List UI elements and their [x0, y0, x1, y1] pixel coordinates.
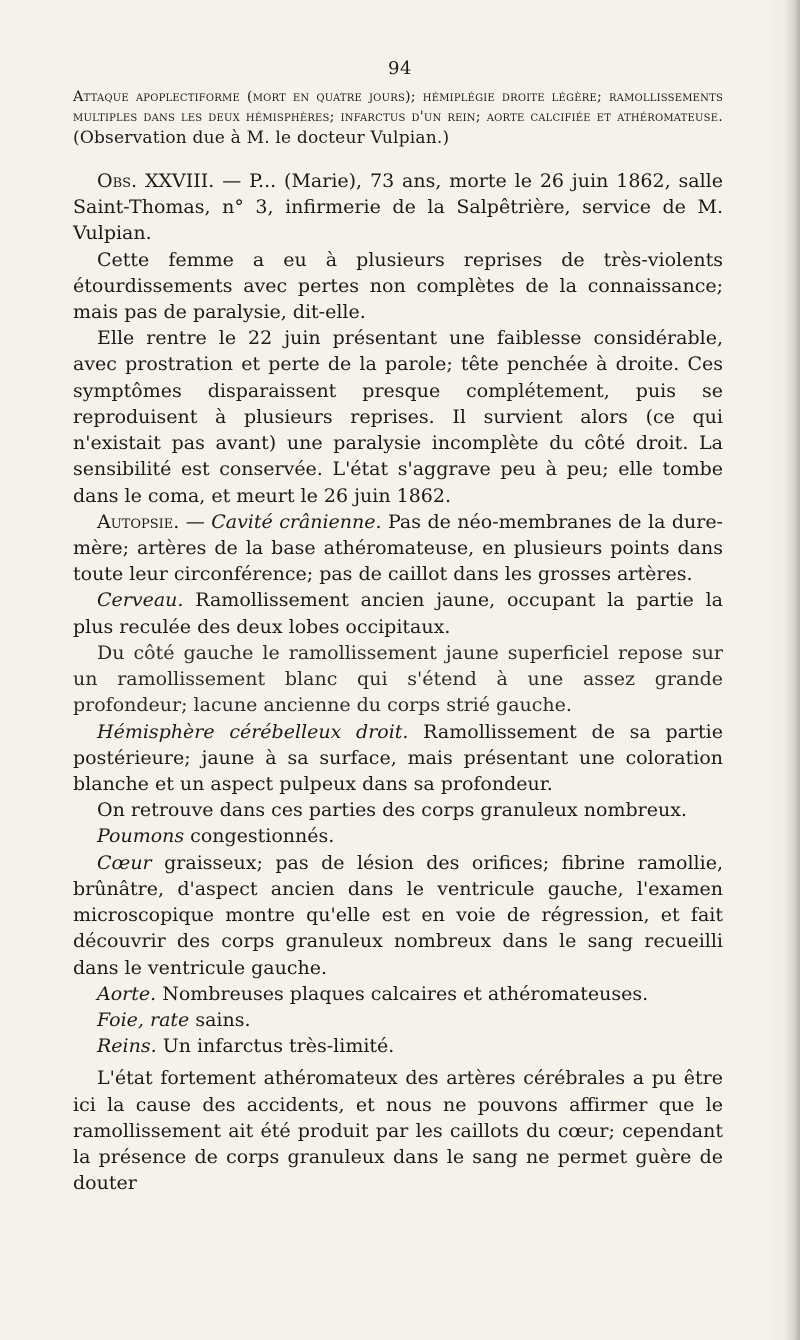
aorta-text: Nombreuses plaques calcaires et athéromateuses. [156, 982, 649, 1005]
page-edge-shadow [784, 0, 800, 1340]
autopsy-paragraph [73, 509, 723, 588]
lungs-text: congestionnés. [184, 825, 335, 848]
heart-label: Cœur [97, 851, 152, 874]
heart-text: graisseux; pas de lésion des orifices; fibrine ramollie, brûnâtre, d'aspect ancien dans le ventricule gauche, l'examen microscopique montre qu'elle est en voie de régression, et fait découvrir des corps granuleux nombreux dans le sang recueilli dans le ventricule gauche. [73, 851, 723, 979]
cerebellar-text: Ramollissement de sa partie postérieure; jaune à sa surface, mais présentant une coloration blanche et un aspect pulpeux dans sa profondeur. [73, 720, 723, 795]
observation-paragraph [73, 168, 723, 247]
kidneys-label: Reins. [97, 1035, 157, 1058]
liver-spleen-text: sains. [189, 1008, 251, 1031]
brain-text: Ramollissement ancien jaune, occupant la partie la plus reculée des deux lobes occipitaux. [73, 589, 723, 638]
document-content [73, 88, 723, 1196]
admission-paragraph: Elle rentre le 22 juin présentant une faiblesse considérable, avec prostration et perte de la parole; tête penchée à droite. Ces symptômes disparaissent presque complétement, puis se reproduisent à plusieurs reprises. Il survient alors (ce qui n'existait pas avant) une paralysie incomplète du côté droit. La sensibilité est conservée. L'état s'aggrave peu à peu; elle tombe dans le coma, et meurt le 26 juin 1862. [73, 327, 723, 507]
lungs-paragraph [73, 823, 723, 849]
observation-label: Obs. XXVIII. [97, 169, 215, 192]
observation-text: — P... (Marie), 73 ans, morte le 26 juin 1862, salle Saint-Thomas, n° 3, infirmerie de la Salpêtrière, service de M. Vulpian. [73, 169, 724, 245]
kidneys-paragraph [73, 1033, 723, 1059]
cerebellar-label: Hémisphère cérébelleux droit. [97, 720, 409, 743]
heart-paragraph [73, 850, 723, 981]
cranial-cavity-label: Cavité crânienne. [211, 510, 382, 533]
autopsy-text: Pas de néo-membranes de la dure-mère; artères de la base athéromateuse, en plusieurs points dans toute leur circonférence; pas de caillot dans les grosses artères. [73, 510, 723, 586]
kidneys-text: Un infarctus très-limité. [156, 1035, 395, 1058]
page-number: 94 [388, 58, 412, 79]
left-side-paragraph: Du côté gauche le ramollissement jaune superficiel repose sur un ramollissement blanc qui s'étend à une assez grande profondeur; lacune ancienne du corps strié gauche. [73, 641, 723, 717]
lungs-label: Poumons [97, 825, 185, 848]
heading-tail: (Observation due à M. le docteur Vulpian.) [73, 128, 450, 149]
history-paragraph: Cette femme a eu à plusieurs reprises de très-violents étourdissements avec pertes non complètes de la connaissance; mais pas de paralysie, dit-elle. [73, 248, 723, 324]
granular-bodies-paragraph: On retrouve dans ces parties des corps granuleux nombreux. [97, 799, 687, 822]
cerebellar-paragraph [73, 719, 723, 798]
autopsy-dash: — [179, 510, 212, 533]
autopsy-label: Autopsie. [97, 510, 180, 533]
aorta-label: Aorte. [97, 982, 157, 1005]
heading-caps: Attaque apoplectiforme (mort en quatre jours); hémiplégie droite légère; ramollissements multiples dans les deux hémisphères; infarctus d'un rein; aorte calcifiée et athéromateuse. [73, 89, 723, 126]
aorta-paragraph [73, 981, 723, 1007]
conclusion-paragraph: L'état fortement athéromateux des artères cérébrales a pu être ici la cause des accidents, et nous ne pouvons affirmer que le ramollissement ait été produit par les caillots du cœur; cependant la présence de corps granuleux dans le sang ne permet guère de douter [73, 1067, 723, 1195]
liver-spleen-paragraph [73, 1007, 723, 1033]
brain-label: Cerveau. [97, 589, 184, 612]
brain-paragraph [73, 587, 723, 639]
liver-spleen-label: Foie, rate [97, 1008, 190, 1031]
observation-heading [73, 88, 723, 150]
